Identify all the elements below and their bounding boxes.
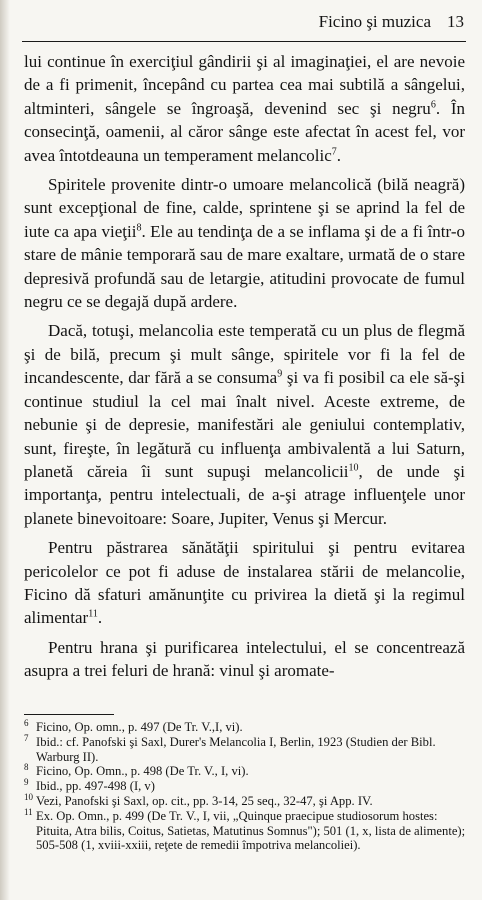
footnote-reference: 9 bbox=[277, 368, 283, 380]
footnote-reference: 6 bbox=[430, 99, 436, 111]
paragraph-text: . bbox=[336, 145, 342, 165]
paragraph-text: Spiritele provenite dintr-o umoare melancolică (bilă neagră) sunt excepţional de fine, calde, sprintene şi se aprind la fel de iute ca apa vieţii bbox=[24, 175, 465, 241]
footnote-text: Ibid.: cf. Panofski şi Saxl, Durer's Melancolia I, Berlin, 1923 (Studien der Bibl. Warburg II). bbox=[36, 734, 436, 764]
header-rule bbox=[22, 41, 466, 42]
spine-shadow bbox=[0, 0, 10, 900]
footnote: 11 Ex. Op. Omn., p. 499 (De Tr. V., I, vii, „Quinque praecipue studiosorum hostes: Pituita, Atra bilis, Coitus, Satietas, Matutinus Somnus"); 501 (1, x, lista de alimente); 505-508 (1, xviii-xxiii, reţete de remedii împotriva melancoliei). bbox=[24, 806, 466, 853]
footnote: 7 Ibid.: cf. Panofski şi Saxl, Durer's Melancolia I, Berlin, 1923 (Studien der Bibl. Warburg II). bbox=[24, 732, 436, 764]
paragraph bbox=[24, 50, 465, 167]
paragraph-text: Pentru păstrarea sănătăţii spiritului şi pentru evitarea pericolelor ce pot fi aduse de instalarea stării de melancolie, Ficino dă sfaturi amănunţite cu privirea la dietă şi la regimul alimentar bbox=[24, 538, 465, 628]
running-title: Ficino şi muzica bbox=[318, 12, 431, 31]
footnote-text: Ibid., pp. 497-498 (I, v) bbox=[36, 779, 155, 794]
paragraph-text: . bbox=[97, 608, 103, 628]
paragraph-text: Dacă, totuşi, melancolia este temperată cu un plus de flegmă şi de bilă, precum şi mult sânge, spiritele vor fi la fel de incandescente, dar fără a se consuma bbox=[24, 321, 465, 388]
paragraph-text: şi va fi posibil ca ele să-şi continue studiul la cel mai înalt nivel. Aceste extreme, de nebunie şi de depresie, manifestări ale geniului contemplativ, sunt, fireşte, în legătură cu influenţa ambivalentă a lui Saturn, planetă căreia îi sunt supuşi melancolicii bbox=[24, 368, 465, 481]
page-number: 13 bbox=[447, 12, 464, 31]
paragraph-text: Pentru hrana şi purificarea intelectului, el se concentrează asupra a trei feluri de hrană: vinul şi aromate- bbox=[24, 637, 465, 681]
footnotes bbox=[24, 717, 468, 853]
footnote-text: Ficino, Op. omn., p. 497 (De Tr. V.,I, vi). bbox=[36, 720, 243, 734]
footnote-text: Vezi, Panofski şi Saxl, op. cit., pp. 3-14, 25 seq., 32-47, şi App. IV. bbox=[36, 793, 373, 808]
paragraph bbox=[24, 636, 465, 683]
footnote-text: Ex. Op. Omn., p. 499 (De Tr. V., I, vii, „Quinque praecipue studiosorum hostes: Pituita, Atra bilis, Coitus, Satietas, Matutinus Somnus"); 501 (1, x, lista de alimente); 505-508 (1, xviii-xxiii, reţete de remedii împotriva melancoliei). bbox=[36, 808, 466, 853]
paragraph-text: . Ele au tendinţa de a se inflama şi de a fi într-o stare de mânie temporară sau de mare exaltare, urmată de o stare depresivă profundă sau de letargie, atitudini provocate de fumul negru ce se degajă după ardere. bbox=[24, 221, 465, 312]
footnote-text: Ficino, Op. Omn., p. 498 (De Tr. V., I, vi). bbox=[36, 764, 249, 779]
footnote-reference: 7 bbox=[331, 145, 337, 157]
footnote: 9 Ibid., pp. 497-498 (I, v) bbox=[24, 777, 155, 794]
footnote-separator bbox=[24, 714, 114, 715]
footnote: 10 Vezi, Panofski şi Saxl, op. cit., pp. 3-14, 25 seq., 32-47, şi App. IV. bbox=[24, 791, 373, 808]
body-text bbox=[24, 50, 465, 689]
footnote-reference: 8 bbox=[136, 222, 142, 234]
running-header bbox=[22, 12, 464, 32]
footnote-reference: 11 bbox=[88, 608, 98, 620]
paragraph-text: . În consecinţă, oamenii, al căror sânge este afectat în acest fel, vor avea întotdeauna un temperament melancolic bbox=[24, 98, 465, 165]
footnote: 6 Ficino, Op. omn., p. 497 (De Tr. V.,I, vi). bbox=[24, 717, 243, 734]
paragraph bbox=[24, 173, 465, 313]
footnote: 8 Ficino, Op. Omn., p. 498 (De Tr. V., I, vi). bbox=[24, 762, 249, 779]
paragraph-text: lui continue în exerciţiul gândirii şi al imaginaţiei, el are nevoie de a fi primenit, începând cu partea cea mai subtilă a sângelui, altminteri, sângele se îngroaşă, devenind sec şi negru bbox=[24, 52, 465, 118]
footnote-reference: 10 bbox=[348, 462, 359, 474]
paragraph bbox=[24, 319, 465, 530]
paragraph-text: , de unde şi importanţa, pentru intelectuali, de a-şi atrage influenţele unor planete binevoitoare: Soare, Jupiter, Venus şi Mercur. bbox=[24, 461, 465, 528]
paragraph bbox=[24, 536, 465, 630]
